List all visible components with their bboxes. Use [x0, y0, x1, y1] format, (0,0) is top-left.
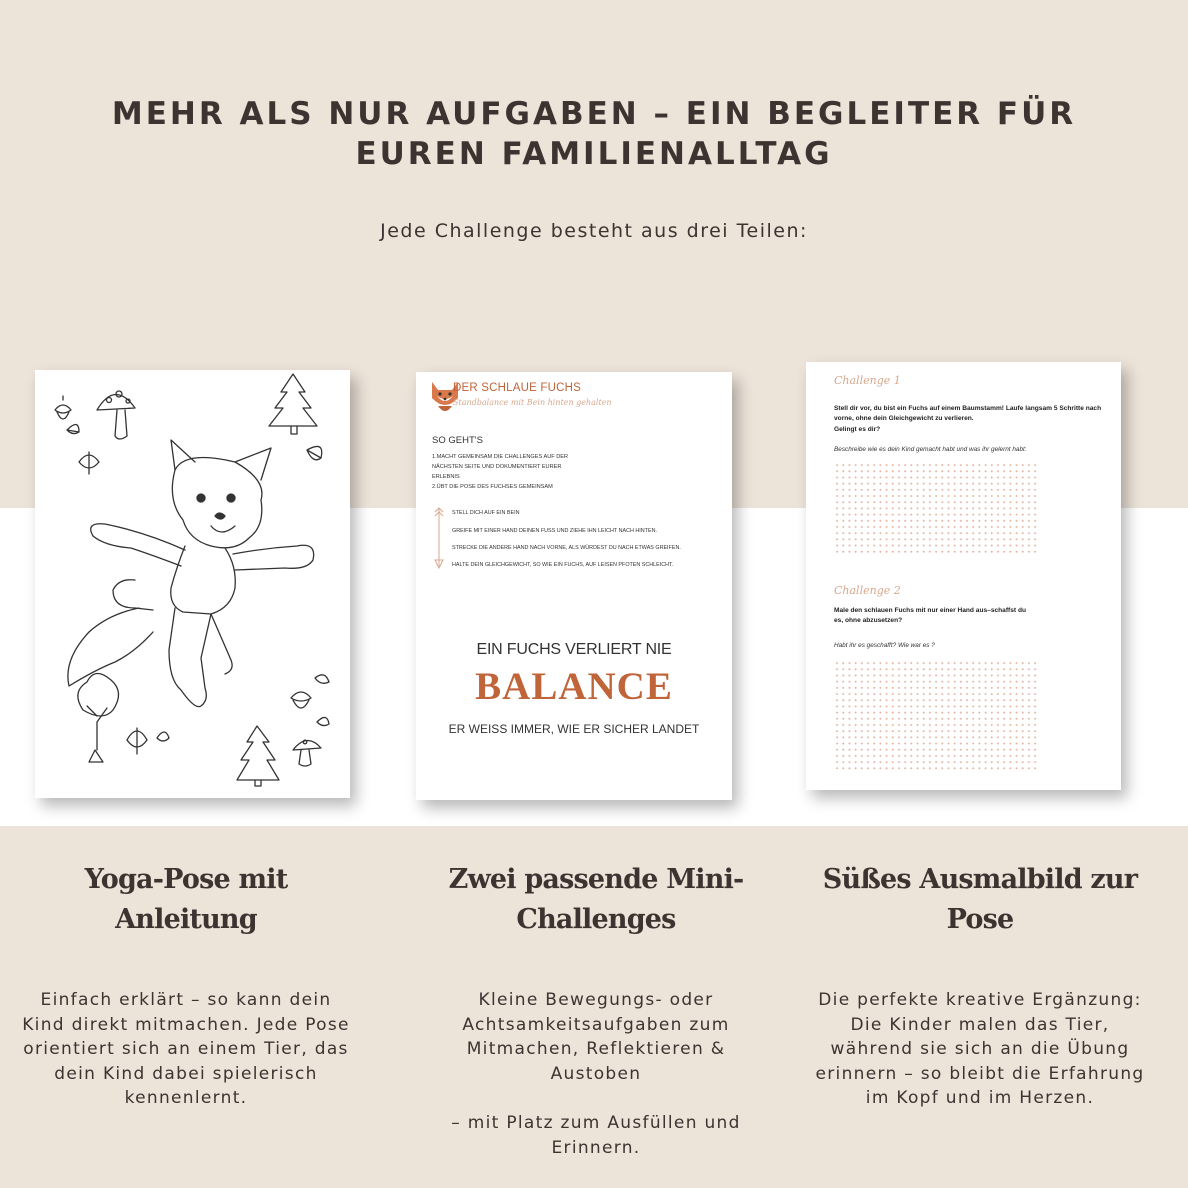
headline: MEHR ALS NUR AUFGABEN – EIN BEGLEITER FÜR EUREN FAMILIENALLTAG	[111, 96, 1077, 172]
feature-title: Süßes Ausmalbild zur Pose	[822, 864, 1138, 935]
fox-figure	[68, 440, 314, 707]
how-label: SO GEHT'S	[432, 435, 483, 446]
challenge-1-prompt: Beschreibe wie es dein Kind gemacht habt und was ihr gelernt habt:	[834, 446, 1027, 453]
feature-column-coloring	[810, 860, 1150, 1111]
dot-grid-2	[834, 660, 1038, 770]
leaf-icon	[79, 452, 99, 474]
challenge-1-question: Gelingt es dir?	[834, 426, 881, 433]
instruction-2: GREIFE MIT EINER HAND DEINEN FUSS UND ZIEHE IHN LEICHT NACH HINTEN.	[452, 528, 657, 534]
feature-column-pose	[16, 860, 356, 1111]
instruction-3: STRECKE DIE ANDERE HAND NACH VORNE, ALS WÜRDEST DU NACH ETWAS GREIFEN.	[452, 545, 681, 551]
leaf-icon	[315, 675, 329, 684]
dot-grid-1	[834, 462, 1038, 554]
acorn-icon	[55, 396, 71, 419]
feature-column-challenges	[426, 860, 766, 1160]
arrow-icon	[433, 506, 445, 570]
fox-coloring-illustration	[35, 370, 350, 798]
feature-text: Einfach erklärt – so kann dein Kind direkt mitmachen. Jede Pose orientiert sich an einem Tier, das dein Kind dabei spielerisch kennenlernt.	[22, 990, 350, 1109]
challenge-1-label: Challenge 1	[834, 374, 901, 387]
quote-big-word: BALANCE	[475, 665, 673, 708]
feature-text: Kleine Bewegungs- oder Achtsamkeitsaufgaben zum Mitmachen, Reflektieren & Austoben – mit Platz zum Ausfüllen und Erinnern.	[451, 990, 741, 1158]
acorn-icon	[291, 692, 311, 708]
quote-line-1: EIN FUCHS VERLIERT NIE	[476, 641, 672, 658]
step-2: 2.ÜBT DIE POSE DES FUCHSES GEMEINSAM	[432, 484, 553, 490]
pine-tree-icon	[269, 374, 317, 434]
challenge-2-prompt: Habt ihr es geschafft? Wie war es ?	[834, 642, 935, 649]
pose-title: DER SCHLAUE FUCHS	[453, 382, 582, 394]
leaf-icon	[89, 750, 103, 762]
mushroom-icon	[97, 391, 135, 439]
leaf-icon	[317, 717, 329, 725]
challenge-2-text: Male den schlauen Fuchs mit nur einer Hand aus–schaffst du es, ohne abzusetzen?	[834, 607, 1026, 624]
leaf-icon	[127, 728, 147, 754]
pose-subtitle: Standbalance mit Bein hinten gehalten	[453, 398, 612, 407]
instruction-4: HALTE DEIN GLEICHGEWICHT, SO WIE EIN FUCHS, AUF LEISEN PFOTEN SCHLEICHT.	[452, 562, 674, 568]
subline: Jede Challenge besteht aus drei Teilen:	[380, 220, 808, 242]
quote-line-3: ER WEISS IMMER, WIE ER SICHER LANDET	[448, 722, 700, 736]
pine-tree-icon	[237, 726, 279, 786]
leaf-icon	[157, 732, 169, 741]
instruction-1: STELL DICH AUF EIN BEIN	[452, 510, 520, 516]
step-1: 1.MACHT GEMEINSAM DIE CHALLENGES AUF DER NÄCHSTEN SEITE UND DOKUMENTIERT EURER ERLEBNIS	[432, 454, 569, 480]
challenge-1-text: Stell dir vor, du bist ein Fuchs auf einem Baumstamm! Laufe langsam 5 Schritte nach vorne, ohne dein Gleichgewicht zu verlieren.	[834, 405, 1102, 422]
leaf-icon	[307, 446, 322, 459]
tree-icon	[78, 673, 119, 750]
coloring-page-preview	[35, 370, 350, 798]
challenges-page-preview	[806, 362, 1121, 790]
feature-text: Die perfekte kreative Ergänzung: Die Kinder malen das Tier, während sie sich an die Übung erinnern – so bleibt die Erfahrung im Kopf und im Herzen.	[815, 990, 1145, 1109]
mushroom-icon	[293, 740, 321, 766]
feature-title: Zwei passende Mini-Challenges	[448, 864, 744, 935]
feature-title: Yoga-Pose mit Anleitung	[84, 864, 288, 935]
pose-instruction-page-preview	[416, 372, 732, 800]
leaf-icon	[67, 424, 79, 433]
challenge-2-label: Challenge 2	[834, 584, 901, 597]
